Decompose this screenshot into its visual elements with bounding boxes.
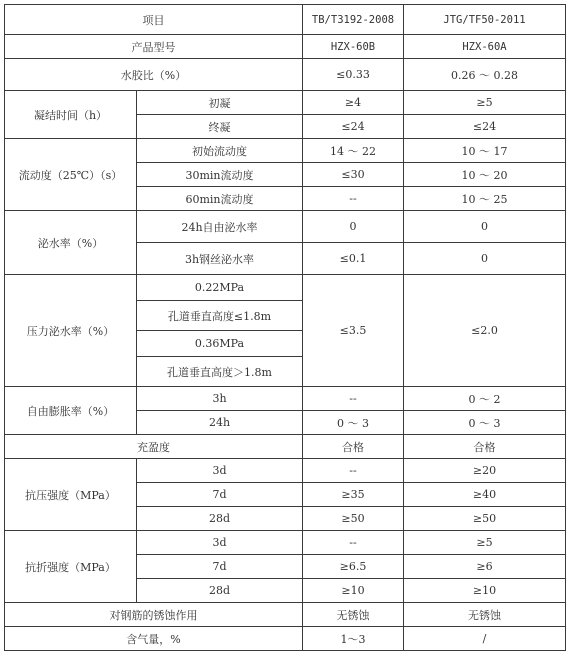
value-b: ≤24 — [404, 115, 566, 139]
value-b: 10 ～ 25 — [404, 187, 566, 211]
header-row — [5, 5, 566, 35]
value-a: ≥10 — [303, 579, 404, 603]
expansion-row — [5, 387, 566, 411]
value-a: ≤0.33 — [303, 59, 404, 91]
value-a: 合格 — [303, 435, 404, 459]
sub-label: 24h — [137, 411, 303, 435]
value-a: 0 ～ 3 — [303, 411, 404, 435]
sub-label: 初凝 — [137, 91, 303, 115]
value-b: ≥40 — [404, 483, 566, 507]
sub-label: 60min流动度 — [137, 187, 303, 211]
row-label: 对钢筋的锈蚀作用 — [5, 603, 303, 627]
value-b: 0 — [404, 243, 566, 275]
value-a: ≥6.5 — [303, 555, 404, 579]
air-content-row — [5, 627, 566, 651]
value-b: 无锈蚀 — [404, 603, 566, 627]
spec-table — [4, 4, 566, 651]
sub-label: 3d — [137, 459, 303, 483]
value-a: ≤3.5 — [303, 275, 404, 387]
header-item: 项目 — [5, 5, 303, 35]
sub-label: 孔道垂直高度＞1.8m — [137, 357, 303, 387]
value-b: 0 — [404, 211, 566, 243]
value-b: 10 ～ 20 — [404, 163, 566, 187]
value-b: 0 ～ 3 — [404, 411, 566, 435]
setting-row — [5, 91, 566, 115]
group-label: 凝结时间（h） — [5, 91, 137, 139]
value-b: ≥50 — [404, 507, 566, 531]
wb-ratio-row — [5, 59, 566, 91]
value-a: ≥50 — [303, 507, 404, 531]
sub-label: 终凝 — [137, 115, 303, 139]
value-b: ≥6 — [404, 555, 566, 579]
bleeding-row — [5, 211, 566, 243]
value-a: -- — [303, 387, 404, 411]
sub-label: 7d — [137, 555, 303, 579]
value-b: ≥20 — [404, 459, 566, 483]
fullness-row — [5, 435, 566, 459]
value-a: ≤0.1 — [303, 243, 404, 275]
value-a: 无锈蚀 — [303, 603, 404, 627]
group-label: 自由膨胀率（%） — [5, 387, 137, 435]
value-a: ≤24 — [303, 115, 404, 139]
sub-label: 28d — [137, 507, 303, 531]
fluidity-row — [5, 139, 566, 163]
group-label: 抗压强度（MPa） — [5, 459, 137, 531]
value-b: / — [404, 627, 566, 651]
group-label: 泌水率（%） — [5, 211, 137, 275]
group-label: 压力泌水率（%） — [5, 275, 137, 387]
header-std-a: TB/T3192-2008 — [303, 5, 404, 35]
row-label: 充盈度 — [5, 435, 303, 459]
value-a: 14 ～ 22 — [303, 139, 404, 163]
header-std-b: JTG/TF50-2011 — [404, 5, 566, 35]
row-label: 产品型号 — [5, 35, 303, 59]
sub-label: 30min流动度 — [137, 163, 303, 187]
value-a: -- — [303, 531, 404, 555]
row-label: 水胶比（%） — [5, 59, 303, 91]
value-b: 合格 — [404, 435, 566, 459]
sub-label: 7d — [137, 483, 303, 507]
value-b: 10 ～ 17 — [404, 139, 566, 163]
value-a: ≥4 — [303, 91, 404, 115]
pressure-bleeding-row — [5, 275, 566, 301]
row-label: 含气量，% — [5, 627, 303, 651]
value-b: ≥5 — [404, 91, 566, 115]
sub-label: 3h — [137, 387, 303, 411]
corrosion-row — [5, 603, 566, 627]
sub-label: 3d — [137, 531, 303, 555]
sub-label: 孔道垂直高度≤1.8m — [137, 301, 303, 331]
value-b: ≤2.0 — [404, 275, 566, 387]
value-b: HZX-60A — [404, 35, 566, 59]
value-a: ≤30 — [303, 163, 404, 187]
value-a: -- — [303, 187, 404, 211]
sub-label: 0.36MPa — [137, 331, 303, 357]
value-b: ≥5 — [404, 531, 566, 555]
value-a: -- — [303, 459, 404, 483]
value-b: 0 ～ 2 — [404, 387, 566, 411]
value-a: 1～3 — [303, 627, 404, 651]
flexural-row — [5, 531, 566, 555]
sub-label: 24h自由泌水率 — [137, 211, 303, 243]
sub-label: 初始流动度 — [137, 139, 303, 163]
sub-label: 0.22MPa — [137, 275, 303, 301]
value-a: 0 — [303, 211, 404, 243]
compressive-row — [5, 459, 566, 483]
sub-label: 3h钢丝泌水率 — [137, 243, 303, 275]
group-label: 抗折强度（MPa） — [5, 531, 137, 603]
model-row — [5, 35, 566, 59]
sub-label: 28d — [137, 579, 303, 603]
value-a: ≥35 — [303, 483, 404, 507]
value-a: HZX-60B — [303, 35, 404, 59]
group-label: 流动度（25℃）（s） — [5, 139, 137, 211]
value-b: 0.26 ～ 0.28 — [404, 59, 566, 91]
value-b: ≥10 — [404, 579, 566, 603]
